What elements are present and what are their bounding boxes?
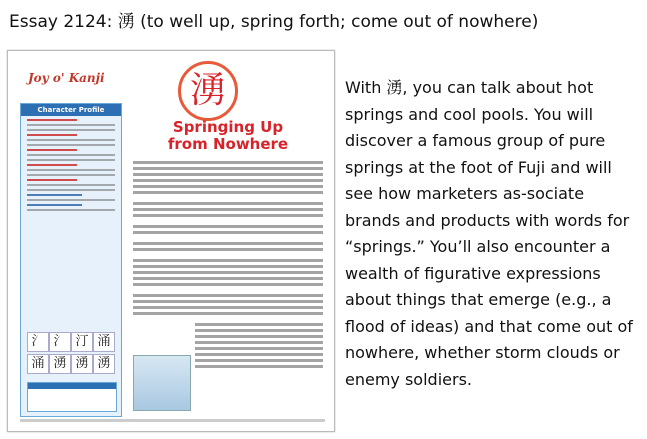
stroke-step: 涌 xyxy=(93,332,115,352)
sidebar-text-line xyxy=(27,199,115,201)
sidebar-text-line xyxy=(27,179,77,181)
stroke-step: 湧 xyxy=(71,354,93,374)
sidebar-text-line xyxy=(27,159,115,161)
sidebar-text-line xyxy=(27,124,115,126)
sidebar-text-line xyxy=(27,119,77,121)
headline-line: Springing Up xyxy=(172,118,284,136)
stroke-step: 氵 xyxy=(49,332,71,352)
essay-body-text xyxy=(133,161,323,371)
sidebar-text-line xyxy=(27,209,115,211)
sidebar-text-line xyxy=(27,174,115,176)
spring-illustration xyxy=(133,355,191,411)
sidebar-text-line xyxy=(27,194,82,196)
joy-o-kanji-logo: Joy o' Kanji xyxy=(28,71,105,85)
essay-thumbnail[interactable] xyxy=(7,50,335,432)
stroke-step: 湧 xyxy=(49,354,71,374)
thumbnail-footer xyxy=(20,419,325,422)
sidebar-text-line xyxy=(27,149,77,151)
stroke-order-grid xyxy=(27,332,115,374)
page-title: Essay 2124: 湧 (to well up, spring forth; come out of nowhere) xyxy=(9,12,539,32)
sidebar-text-line xyxy=(27,169,115,171)
character-profile-heading: Character Profile xyxy=(21,104,121,116)
sidebar-text-line xyxy=(27,144,115,146)
sidebar-text-line xyxy=(27,164,77,166)
essay-headline xyxy=(133,119,323,153)
sidebar-text-line xyxy=(27,139,115,141)
stroke-step: 涌 xyxy=(27,354,49,374)
sidebar-text-line xyxy=(27,204,82,206)
essay-description: With 湧, you can talk about hot springs and cool pools. You will discover a famous group of pure springs at the foot of Fuji and will see how marketers as-sociate brands and products with words for “springs.” You’ll also encounter a wealth of figurative expressions about things that emerge (e.g., a flood of ideas) and that come out of nowhere, whether storm clouds or enemy soldiers. xyxy=(345,78,633,389)
kanji-emblem: 湧 xyxy=(178,61,238,121)
sidebar-text-line xyxy=(27,189,115,191)
sidebar-text-line xyxy=(27,134,77,136)
stroke-step: 汀 xyxy=(71,332,93,352)
stroke-step: 氵 xyxy=(27,332,49,352)
headline-line: from Nowhere xyxy=(167,135,289,153)
read-more-box xyxy=(27,382,117,412)
sidebar-text-line xyxy=(27,129,115,131)
sidebar-text-line xyxy=(27,154,115,156)
character-profile-sidebar xyxy=(20,103,122,417)
stroke-step: 湧 xyxy=(93,354,115,374)
read-more-header-bar xyxy=(28,383,116,389)
sidebar-text-line xyxy=(27,184,115,186)
